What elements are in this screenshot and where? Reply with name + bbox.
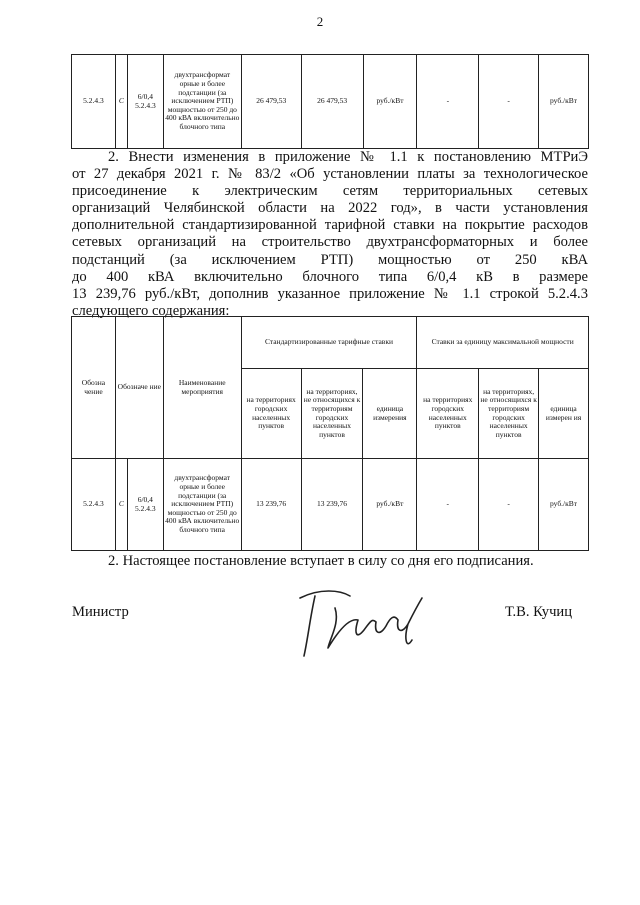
cell-rate-settlement: 13 239,76 [241,459,301,551]
cell-code: 6/0,4 5.2.4.3 [127,55,163,149]
cell-max-non-settlement: - [479,55,539,149]
paragraph-line: сетевых организаций на строительство двухтрансформаторных и более [72,234,588,251]
header-designation: Обозна чение [72,317,116,459]
header-designation-2: Обозначе ние [115,317,163,459]
paragraph-line: следующего содержания: [72,302,230,319]
cell-max-settlement: - [417,55,479,149]
table-row [72,459,589,551]
signature-name: Т.В. Кучиц [505,604,573,620]
table-row [72,55,589,149]
cell-unit: руб./кВт [363,459,417,551]
header-settlement: на территориях городских населенных пунктов [241,369,301,459]
header-max-settlement: на территориях городских населенных пунктов [417,369,479,459]
cell-max-unit: руб./кВт [539,459,589,551]
cell-code: 6/0,4 5.2.4.3 [127,459,163,551]
amendment-paragraph [72,149,588,320]
cell-unit: руб./кВт [363,55,417,149]
cell-designation: 5.2.4.3 [72,459,116,551]
paragraph-line: организаций Челябинской области на 2022 год», в части установления [72,200,588,217]
cell-max-non-settlement: - [479,459,539,551]
page-number: 2 [316,14,324,29]
paragraph-line: дополнительной стандартизированной тарифной ставки на покрытие расходов [72,217,588,234]
paragraph-line: от 27 декабря 2021 г. № 83/2 «Об установлении платы за технологическое [72,166,588,183]
header-non-settlement: на территориях, не относящихся к территориям городских населенных пунктов [301,369,363,459]
cell-event-name: двухтрансформат орные и более подстанции (за исключением РТП) мощностью от 250 до 400 кВА включительно блочного типа [163,459,241,551]
header-unit: единица измерения [363,369,417,459]
table-header-row [72,317,589,369]
paragraph-line: подстанций (за исключением РТП) мощностью от 250 кВА [72,251,588,268]
paragraph-line: до 400 кВА включительно блочного типа 6/0,4 кВ в размере [72,268,588,285]
effective-date-paragraph: 2. Настоящее постановление вступает в силу со дня его подписания. [108,553,534,569]
paragraph-line: 2. Внести изменения в приложение № 1.1 к постановлению МТРиЭ [108,149,588,165]
cell-max-unit: руб./кВт [539,55,589,149]
cell-event-name: двухтрансформат орные и более подстанции (за исключением РТП) мощностью от 250 до 400 кВА включительно блочного типа [163,55,241,149]
header-group-max: Ставки за единицу максимальной мощности [417,317,589,369]
header-max-non-settlement: на территориях, не относящихся к территориям городских населенных пунктов [479,369,539,459]
header-max-unit: единица измерен ия [539,369,589,459]
paragraph-line: присоединение к электрическим сетям территориальных сетевых [72,183,588,200]
cell-letter: С [115,459,127,551]
header-group-standard: Стандартизированные тарифные ставки [241,317,417,369]
tariff-table-top [71,54,589,149]
cell-rate-settlement: 26 479,53 [241,55,301,149]
cell-letter: С [115,55,127,149]
cell-designation: 5.2.4.3 [72,55,116,149]
handwritten-signature [280,578,450,668]
signature-title: Министр [72,604,129,620]
header-event-name: Наименование мероприятия [163,317,241,459]
cell-rate-non-settlement: 26 479,53 [301,55,363,149]
cell-rate-non-settlement: 13 239,76 [301,459,363,551]
cell-max-settlement: - [417,459,479,551]
paragraph-line: 13 239,76 руб./кВт, дополнив указанное приложение № 1.1 строкой 5.2.4.3 [72,285,588,302]
tariff-table-bottom [71,316,589,551]
